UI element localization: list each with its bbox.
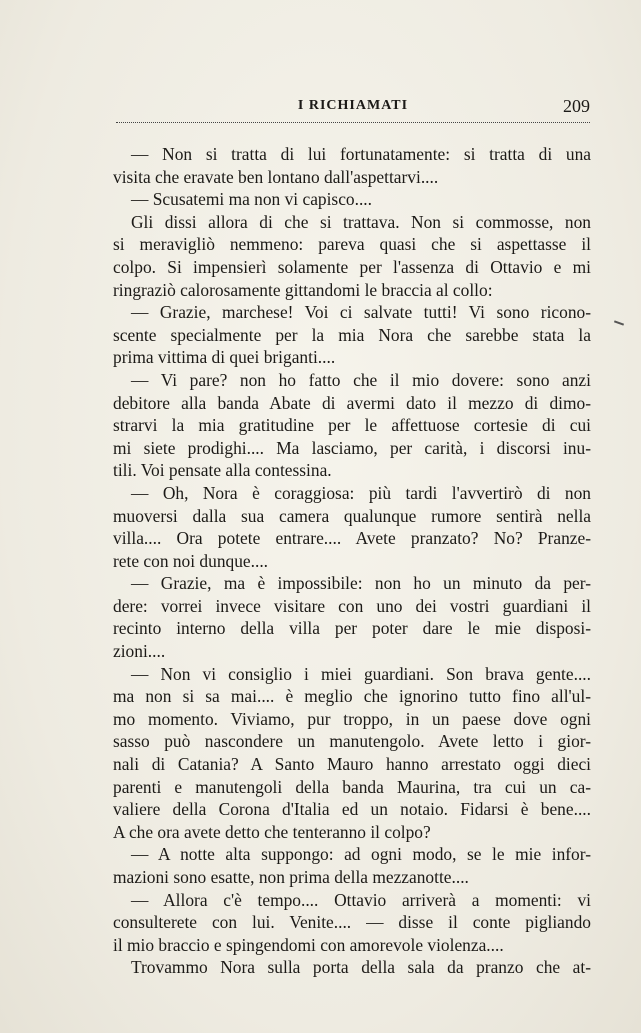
text-line: muoversi dalla sua camera qualunque rumore sentirà nella xyxy=(113,505,591,526)
text-line: debitore alla banda Abate di avermi dato il mezzo di dimo- xyxy=(113,392,591,413)
text-line: Trovammo Nora sulla porta della sala da pranzo che at- xyxy=(131,957,591,978)
text-line: prima vittima di quei briganti.... xyxy=(113,347,336,368)
text-line: — Non si tratta di lui fortunatamente: si tratta di una xyxy=(131,144,591,164)
text-line: ringraziò calorosamente gittandomi le braccia al collo: xyxy=(113,279,493,300)
text-line: valiere della Corona d'Italia ed un notaio. Fidarsi è bene.... xyxy=(113,799,591,820)
text-line: strarvi la mia gratitudine per le affettuose cortesie di cui xyxy=(113,415,591,436)
text-line: zioni.... xyxy=(113,641,166,662)
text-line: consulterete con lui. Venite.... — disse il conte pigliando xyxy=(113,912,591,933)
margin-mark xyxy=(614,320,624,325)
text-line: mo momento. Viviamo, pur troppo, in un paese dove ogni xyxy=(113,708,591,729)
running-title: I RICHIAMATI xyxy=(297,98,409,113)
text-line: mi siete prodighi.... Ma lasciamo, per carità, i discorsi inu- xyxy=(113,437,591,458)
text-line: visita che eravate ben lontano dall'aspettarvi.... xyxy=(113,166,439,187)
text-line: — Grazie, ma è impossibile: non ho un minuto da per- xyxy=(131,573,591,594)
text-line: — Grazie, marchese! Voi ci salvate tutti! Vi sono ricono- xyxy=(131,302,591,323)
text-line: rete con noi dunque.... xyxy=(113,550,269,571)
text-line: si meravigliò nemmeno: pareva quasi che si aspettasse il xyxy=(113,234,591,255)
text-line: — Allora c'è tempo.... Ottavio arriverà a momenti: vi xyxy=(131,889,591,910)
text-line: nali di Catania? A Santo Mauro hanno arrestato oggi dieci xyxy=(113,754,591,775)
running-head xyxy=(116,96,590,120)
text-line: il mio braccio e spingendomi con amorevole violenza.... xyxy=(113,934,504,955)
text-line: ma non si sa mai.... è meglio che ignorino tutto fino all'ul- xyxy=(113,686,591,707)
page-number: 209 xyxy=(563,96,590,116)
body-text xyxy=(113,143,591,979)
text-line: scente specialmente per la mia Nora che sarebbe stata la xyxy=(113,324,591,345)
text-line: Gli dissi allora di che si trattava. Non si commosse, non xyxy=(131,211,591,232)
text-line: mazioni sono esatte, non prima della mezzanotte.... xyxy=(113,867,469,887)
text-line: parenti e manutengoli della banda Maurina, tra cui un ca- xyxy=(113,776,591,797)
text-line: — Oh, Nora è coraggiosa: più tardi l'avvertirò di non xyxy=(131,482,591,503)
text-line: tili. Voi pensate alla contessina. xyxy=(113,460,332,481)
text-line: recinto interno della villa per poter dare le mie disposi- xyxy=(113,618,591,639)
text-line: colpo. Si impensierì solamente per l'assenza di Ottavio e mi xyxy=(113,256,591,277)
text-line: A che ora avete detto che tenteranno il colpo? xyxy=(113,821,431,842)
text-line: — A notte alta suppongo: ad ogni modo, se le mie infor- xyxy=(131,844,591,865)
header-rule xyxy=(116,122,590,123)
text-line: — Non vi consiglio i miei guardiani. Son brava gente.... xyxy=(131,663,591,684)
text-line: sasso può nascondere un manutengolo. Avete letto i gior- xyxy=(113,731,591,752)
text-line: dere: vorrei invece visitare con uno dei vostri guardiani il xyxy=(113,595,591,616)
text-line: villa.... Ora potete entrare.... Avete pranzato? No? Pranze- xyxy=(113,528,591,549)
text-line: — Vi pare? non ho fatto che il mio dovere: sono anzi xyxy=(131,369,591,390)
text-line: — Scusatemi ma non vi capisco.... xyxy=(131,189,373,210)
